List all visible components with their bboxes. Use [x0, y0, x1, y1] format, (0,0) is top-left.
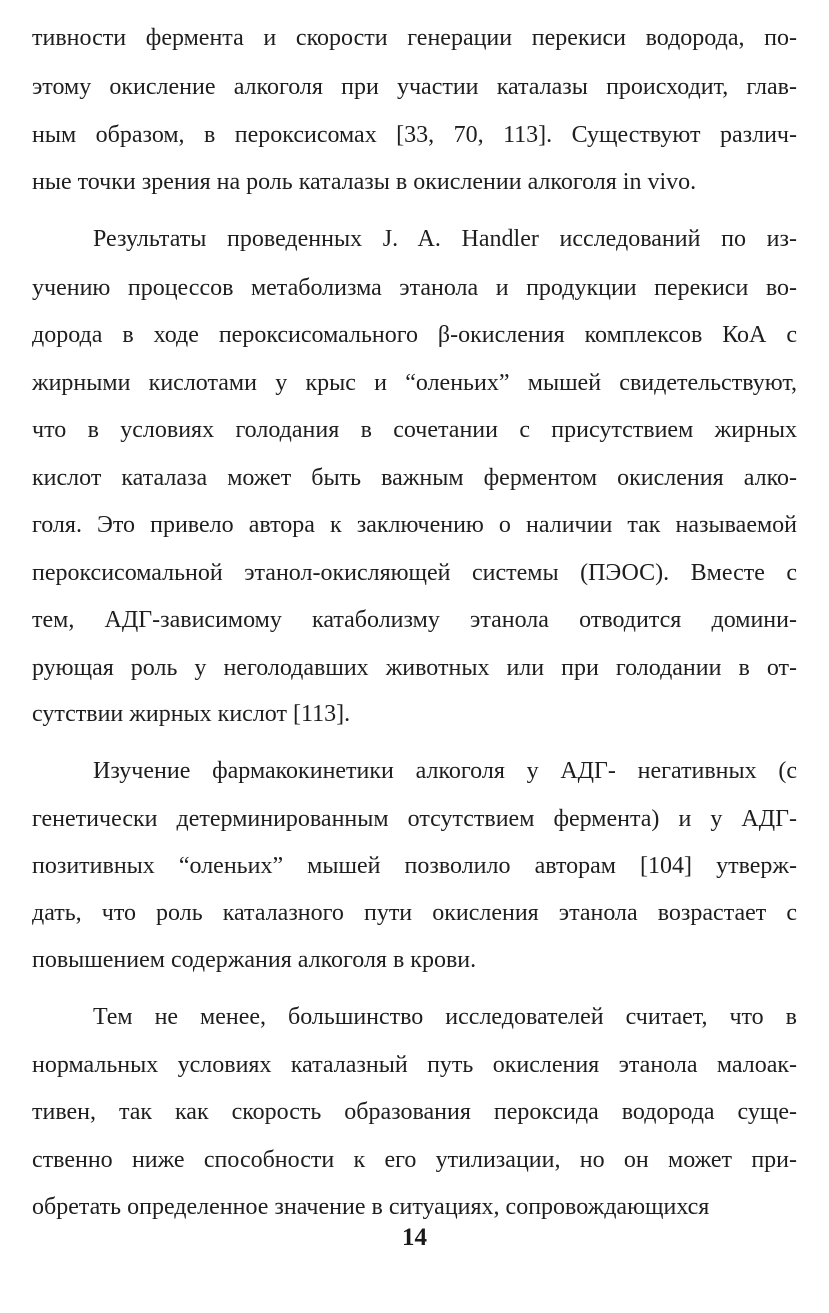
- text-line: голя. Это привело автора к заключению о наличии так называемой: [32, 512, 797, 538]
- text-line: учению процессов метаболизма этанола и продукции перекиси во-: [32, 275, 797, 301]
- text-line: тем, АДГ-зависимому катаболизму этанола отводится домини-: [32, 607, 797, 633]
- text-line: ственно ниже способности к его утилизации, но он может при-: [32, 1147, 797, 1173]
- text-line: генетически детерминированным отсутствием фермента) и у АДГ-: [32, 806, 797, 832]
- page-number: 14: [402, 1224, 427, 1251]
- text-line: сутствии жирных кислот [113].: [32, 701, 351, 727]
- text-line: что в условиях голодания в сочетании с присутствием жирных: [32, 417, 797, 443]
- paragraph-first-line: Результаты проведенных J. A. Handler исследований по из-: [93, 226, 797, 252]
- text-line: пероксисомальной этанол-окисляющей системы (ПЭОС). Вместе с: [32, 560, 797, 586]
- text-line: нормальных условиях каталазный путь окисления этанола малоак-: [32, 1052, 797, 1078]
- text-line: позитивных “оленьих” мышей позволило авторам [104] утверж-: [32, 853, 797, 879]
- text-line: обретать определенное значение в ситуациях, сопровождающихся: [32, 1194, 710, 1220]
- text-line: дорода в ходе пероксисомального β-окисления комплексов КоА с: [32, 322, 797, 348]
- text-line: ные точки зрения на роль каталазы в окислении алкоголя in vivo.: [32, 169, 697, 195]
- text-line: жирными кислотами у крыс и “оленьих” мышей свидетельствуют,: [32, 370, 797, 396]
- text-line: ным образом, в пероксисомах [33, 70, 113]. Существуют различ-: [32, 122, 797, 148]
- text-line: рующая роль у неголодавших животных или при голодании в от-: [32, 655, 797, 681]
- text-line: тивен, так как скорость образования пероксида водорода суще-: [32, 1099, 797, 1125]
- text-line: дать, что роль каталазного пути окисления этанола возрастает с: [32, 900, 797, 926]
- text-line: этому окисление алкоголя при участии каталазы происходит, глав-: [32, 74, 797, 100]
- paragraph-first-line: Изучение фармакокинетики алкоголя у АДГ- негативных (с: [93, 758, 797, 784]
- text-line: тивности фермента и скорости генерации перекиси водорода, по-: [32, 25, 797, 51]
- text-line: кислот каталаза может быть важным ферментом окисления алко-: [32, 465, 797, 491]
- text-line: повышением содержания алкоголя в крови.: [32, 947, 477, 973]
- paragraph-first-line: Тем не менее, большинство исследователей считает, что в: [93, 1004, 797, 1030]
